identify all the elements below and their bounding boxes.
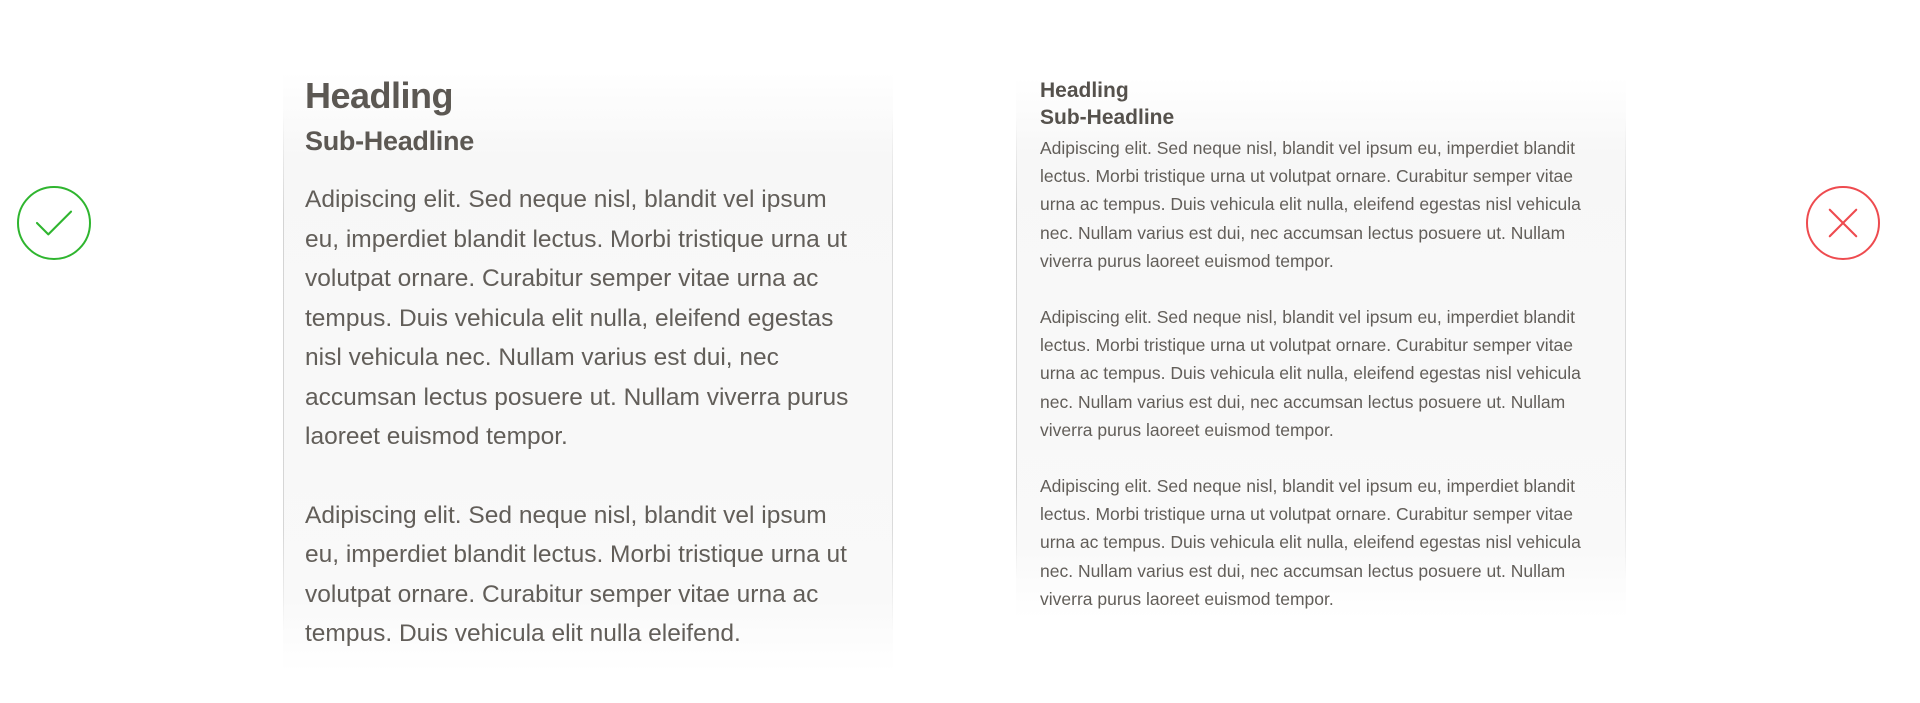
x-glyph [1808, 188, 1878, 258]
good-example-headline: Headling [305, 75, 454, 116]
good-example-subheadline: Sub-Headline [305, 126, 474, 156]
x-circle-icon [1806, 186, 1880, 260]
good-example-paragraph: Adipiscing elit. Sed neque nisl, blandit vel ipsum eu, imperdiet blandit lectus. Morbi tristique urna ut volutpat ornare. Curabitur semper vitae urna ac tempus. Duis vehicula elit nulla, eleifend egestas nisl vehicula nec. Nullam varius est dui, nec accumsan lectus posuere ut. Nullam viverra purus laoreet euismod tempor. [305, 186, 849, 450]
bad-example-paragraph: Adipiscing elit. Sed neque nisl, blandit vel ipsum eu, imperdiet blandit lectus. Morbi tristique urna ut volutpat ornare. Curabitur semper vitae urna ac tempus. Duis vehicula elit nulla, eleifend egestas nisl vehicula nec. Nullam varius est dui, nec accumsan lectus posuere ut. Nullam viverra purus laoreet euismod tempor. [1040, 307, 1581, 440]
bad-example-headline: Headling [1040, 79, 1129, 102]
bad-example-subheadline: Sub-Headline [1040, 106, 1175, 129]
good-example-paragraph: Adipiscing elit. Sed neque nisl, blandit vel ipsum eu, imperdiet blandit lectus. Morbi tristique urna ut volutpat ornare. Curabitur semper vitae urna ac tempus. Duis vehicula elit nulla eleifend. [305, 501, 847, 647]
checkmark-circle-icon [17, 186, 91, 260]
checkmark-glyph [19, 188, 89, 258]
bad-example-paragraph: Adipiscing elit. Sed neque nisl, blandit vel ipsum eu, imperdiet blandit lectus. Morbi tristique urna ut volutpat ornare. Curabitur semper vitae urna ac tempus. Duis vehicula elit nulla, eleifend egestas nisl vehicula nec. Nullam varius est dui, nec accumsan lectus posuere ut. Nullam viverra purus laoreet euismod tempor. [1040, 138, 1581, 271]
bad-example-card [1016, 78, 1626, 618]
bad-example-paragraph: Adipiscing elit. Sed neque nisl, blandit vel ipsum eu, imperdiet blandit lectus. Morbi tristique urna ut volutpat ornare. Curabitur semper vitae urna ac tempus. Duis vehicula elit nulla, eleifend egestas nisl vehicula nec. Nullam varius est dui, nec accumsan lectus posuere ut. Nullam viverra purus laoreet euismod tempor. [1040, 476, 1581, 609]
good-example-card [283, 72, 893, 672]
